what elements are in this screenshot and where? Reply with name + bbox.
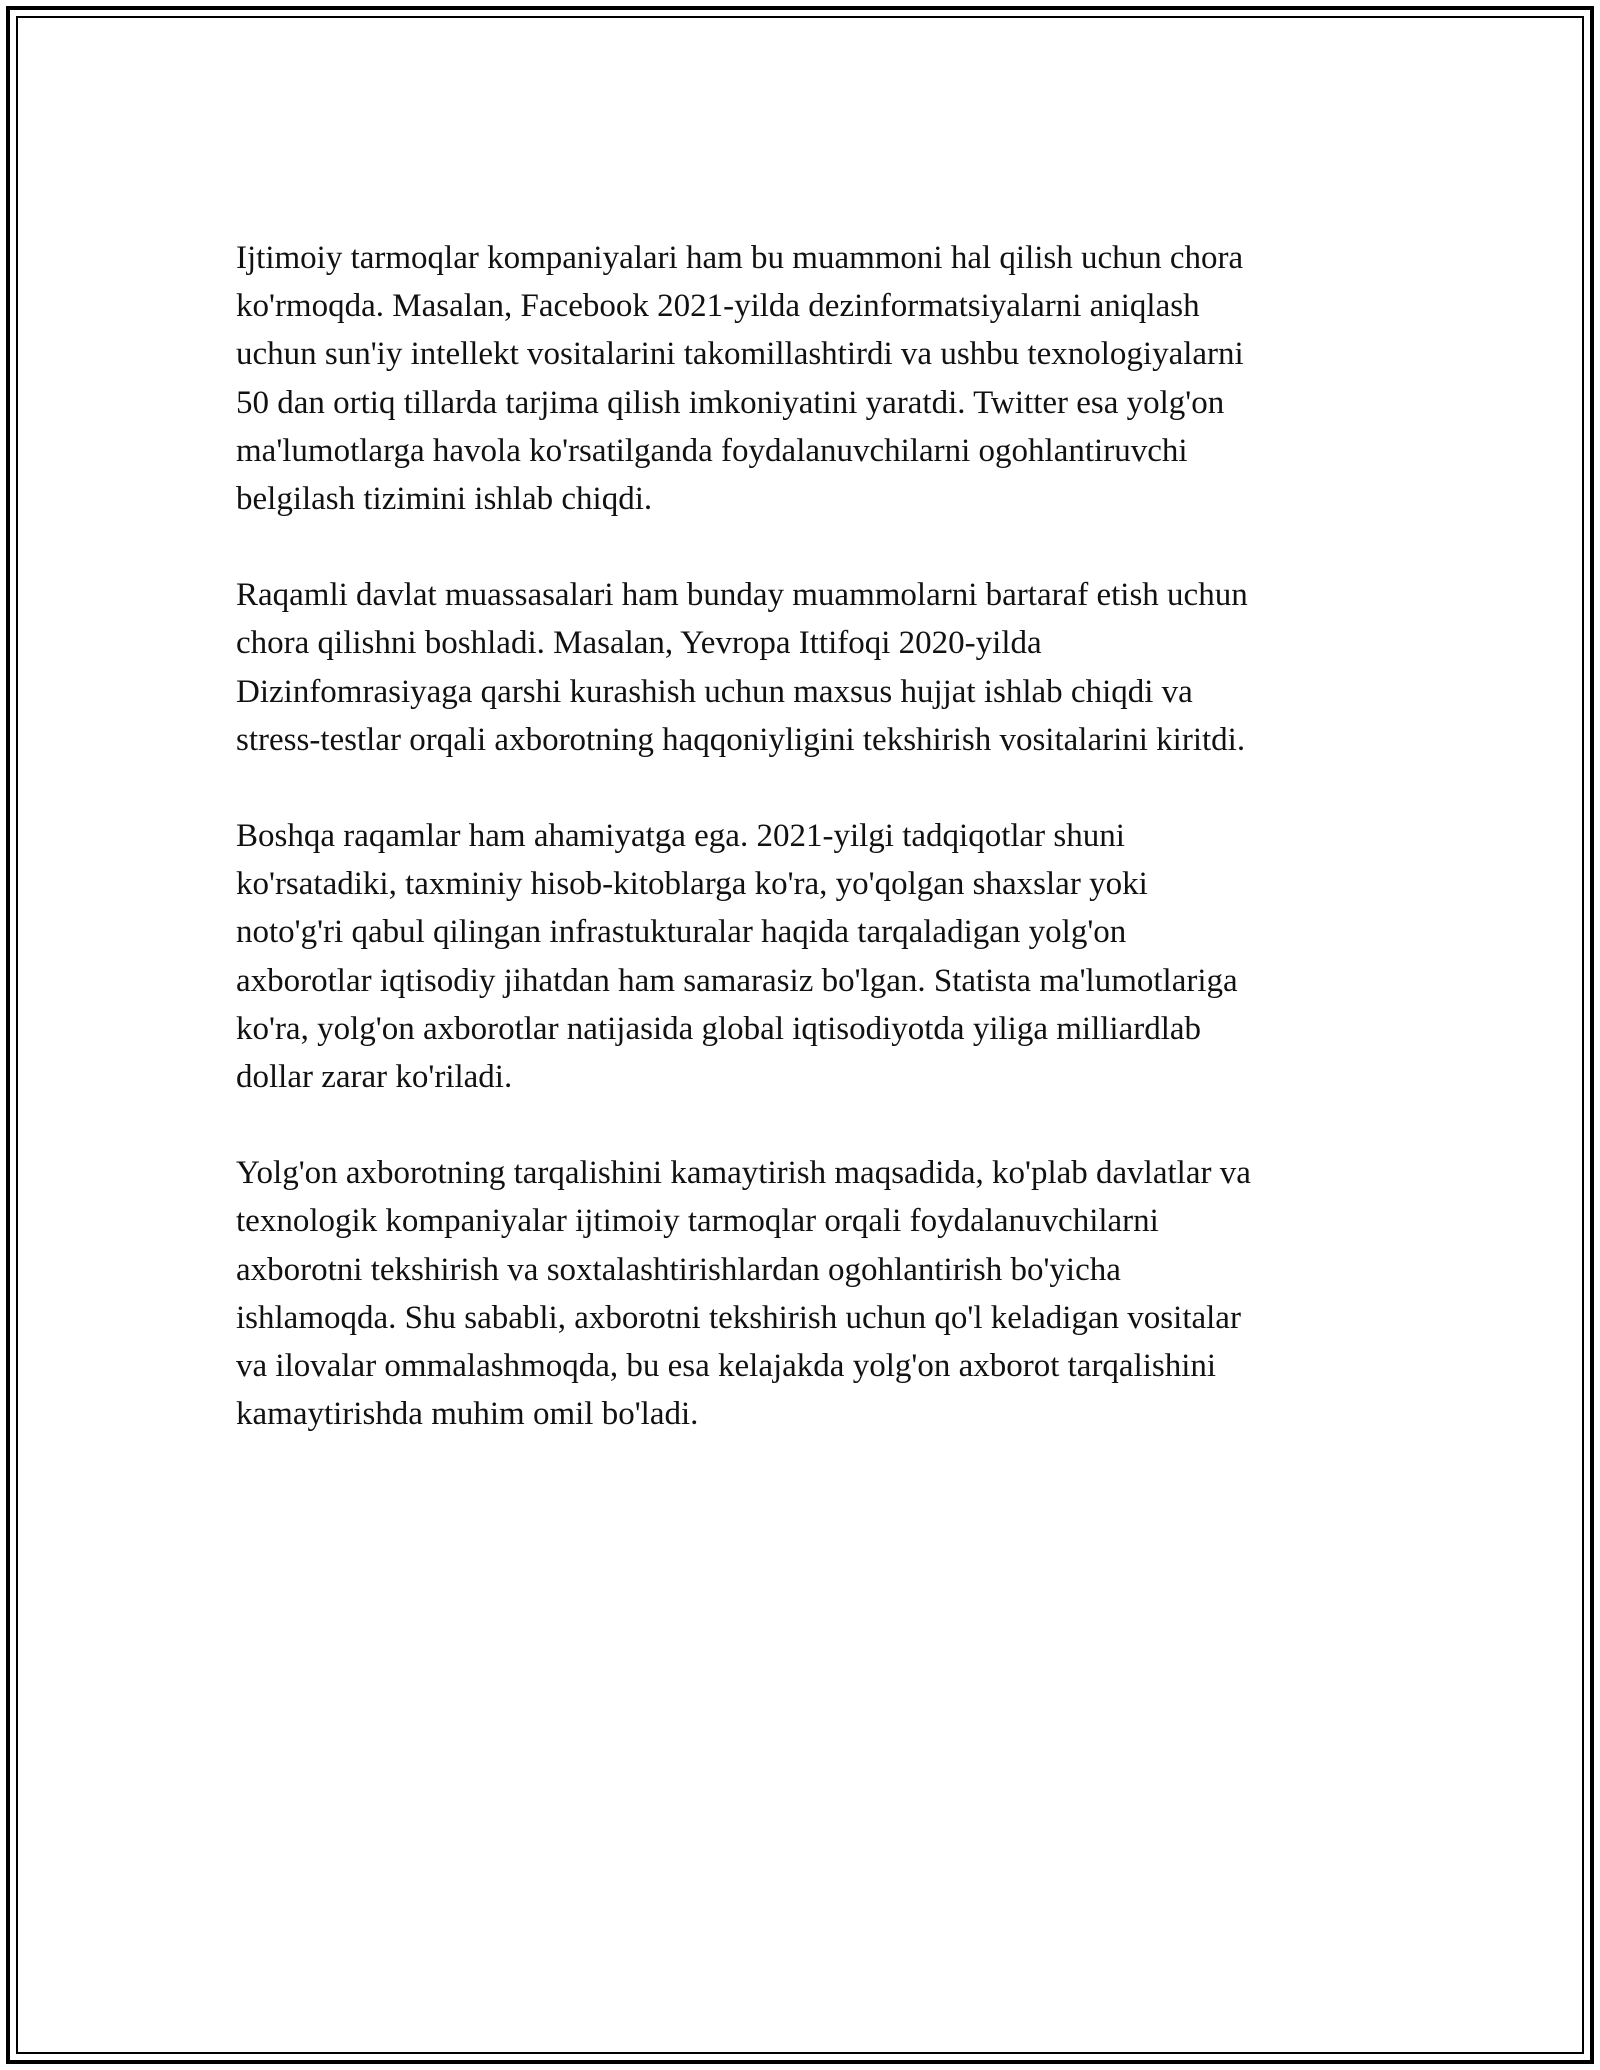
text-line: va ilovalar ommalashmoqda, bu esa kelajakda yolg'on axborot tarqalishini bbox=[236, 1348, 1217, 1385]
text-line: noto'g'ri qabul qilingan infrastukturalar haqida tarqaladigan yolg'on bbox=[236, 914, 1127, 951]
paragraph-economics bbox=[236, 812, 1376, 1101]
text-line: ma'lumotlarga havola ko'rsatilganda foydalanuvchilarni ogohlantiruvchi bbox=[236, 432, 1188, 469]
text-line: Boshqa raqamlar ham ahamiyatga ega. 2021-yilgi tadqiqotlar shuni bbox=[236, 818, 1125, 855]
paragraph-conclusion bbox=[236, 1149, 1376, 1438]
text-line: belgilash tizimini ishlab chiqdi. bbox=[236, 481, 653, 518]
text-line: Yolg'on axborotning tarqalishini kamaytirish maqsadida, ko'plab davlatlar va bbox=[236, 1155, 1251, 1192]
text-line: Dizinfomrasiyaga qarshi kurashish uchun maxsus hujjat ishlab chiqdi va bbox=[236, 673, 1193, 710]
text-line: uchun sun'iy intellekt vositalarini takomillashtirdi va ushbu texnologiyalarni bbox=[236, 336, 1244, 373]
text-line: ishlamoqda. Shu sababli, axborotni tekshirish uchun qo'l keladigan vositalar bbox=[236, 1299, 1241, 1336]
text-line: stress-testlar orqali axborotning haqqoniyligini tekshirish vositalarini kiritdi. bbox=[236, 721, 1246, 758]
text-line: ko'rsatadiki, taxminiy hisob-kitoblarga ko'ra, yo'qolgan shaxslar yoki bbox=[236, 866, 1148, 903]
text-line: axborotni tekshirish va soxtalashtirishlardan ogohlantirish bo'yicha bbox=[236, 1251, 1121, 1288]
text-line: kamaytirishda muhim omil bo'ladi. bbox=[236, 1396, 699, 1433]
document-body bbox=[236, 234, 1376, 1486]
text-line: ko'ra, yolg'on axborotlar natijasida global iqtisodiyotda yiliga milliardlab bbox=[236, 1010, 1202, 1047]
paragraph-government bbox=[236, 571, 1376, 764]
text-line: dollar zarar ko'riladi. bbox=[236, 1059, 513, 1096]
text-line: chora qilishni boshladi. Masalan, Yevropa Ittifoqi 2020-yilda bbox=[236, 625, 1042, 662]
paragraph-social-media bbox=[236, 234, 1376, 523]
text-line: texnologik kompaniyalar ijtimoiy tarmoqlar orqali foydalanuvchilarni bbox=[236, 1203, 1159, 1240]
text-line: axborotlar iqtisodiy jihatdan ham samarasiz bo'lgan. Statista ma'lumotlariga bbox=[236, 962, 1238, 999]
text-line: Ijtimoiy tarmoqlar kompaniyalari ham bu muammoni hal qilish uchun chora bbox=[236, 240, 1244, 276]
text-line: 50 dan ortiq tillarda tarjima qilish imkoniyatini yaratdi. Twitter esa yolg'on bbox=[236, 384, 1225, 421]
text-line: ko'rmoqda. Masalan, Facebook 2021-yilda dezinformatsiyalarni aniqlash bbox=[236, 288, 1200, 325]
text-line: Raqamli davlat muassasalari ham bunday muammolarni bartaraf etish uchun bbox=[236, 577, 1248, 614]
